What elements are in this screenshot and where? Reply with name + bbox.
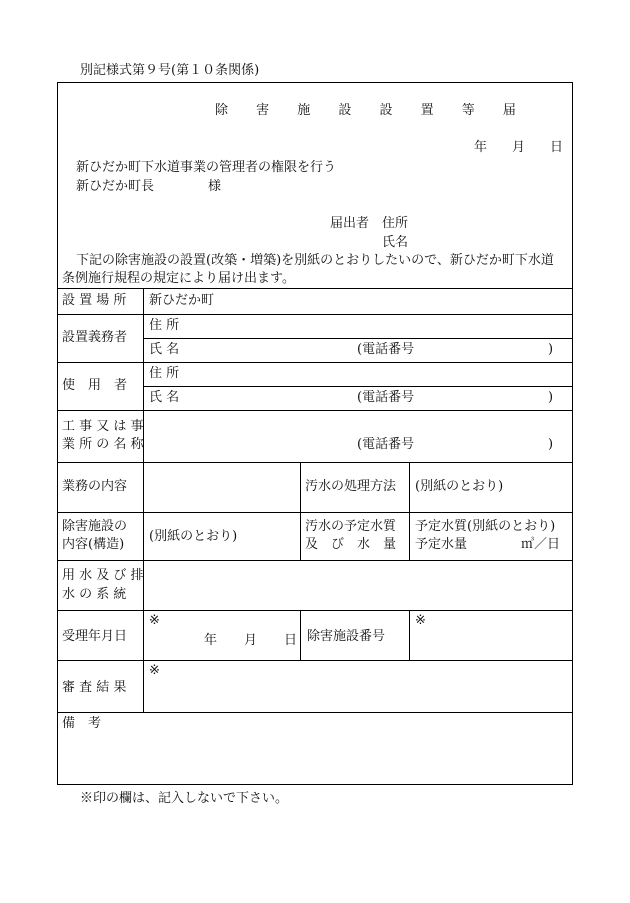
row-line [143,338,573,339]
addressee-line2: 新ひだか町長 [76,179,155,194]
water-system-label-2: 水 の 系 統 [62,587,127,602]
addressee-line1: 新ひだか町下水道事業の管理者の権限を行う [76,160,337,175]
form-number: 別記様式第９号(第１０条関係) [80,63,260,78]
quality-label-1: 汚水の予定水質 [305,519,397,534]
user-phone-label: (電話番号 [357,390,415,405]
row-line [57,462,573,463]
row-line [57,560,573,561]
date-year: 年 [474,140,488,155]
business-phone-close: ) [548,437,554,452]
facility-label-1: 除害施設の [62,519,128,534]
business-content-label: 業務の内容 [62,479,128,494]
col-line [409,462,410,560]
user-name-label: 氏 名 [149,390,180,405]
business-name-label-1: 工 事 又 は 事 [62,419,144,434]
location-value: 新ひだか町 [149,293,215,308]
treatment-method-label: 汚水の処理方法 [305,479,397,494]
business-name-label-2: 業 所 の 名 称 [62,437,144,452]
review-label: 審 査 結 果 [62,680,127,695]
review-mark: ※ [149,663,160,678]
facility-label-2: 内容(構造) [62,537,125,552]
row-line [57,610,573,611]
receipt-label: 受理年月日 [62,629,128,644]
notifier-label: 届出者 [330,216,370,231]
receipt-mark: ※ [149,613,160,628]
quality-value-2: 予定水量 [415,537,468,552]
obligor-label: 設置義務者 [62,330,128,345]
row-line [57,512,573,513]
user-address-label: 住 所 [149,366,180,381]
row-line [57,288,573,289]
footer-note: ※印の欄は、記入しないで下さい。 [80,791,289,806]
date-month: 月 [512,140,526,155]
row-line [143,386,573,387]
quality-value-1: 予定水質(別紙のとおり) [415,519,556,534]
row-line [57,712,573,713]
user-phone-close: ) [548,390,554,405]
facility-number-label: 除害施設番号 [307,629,386,644]
notifier-address-label: 住所 [382,216,409,231]
obligor-phone-close: ) [548,342,554,357]
receipt-day: 日 [284,633,298,648]
business-phone-label: (電話番号 [357,437,415,452]
statement-line1: 下記の除害施設の設置(改築・増築)を別紙のとおりしたいので、新ひだか町下水道 [76,253,554,268]
statement-line2: 条例施行規程の規定により届け出ます。 [62,271,295,286]
obligor-name-label: 氏 名 [149,342,180,357]
col-line [300,462,301,560]
row-line [57,410,573,411]
facility-value: (別紙のとおり) [149,529,238,544]
row-line [57,314,573,315]
obligor-address-label: 住 所 [149,318,180,333]
quality-unit: ㎥／日 [521,537,561,552]
remarks-label: 備 考 [62,716,102,731]
row-line [57,660,573,661]
col-line [300,610,301,660]
receipt-month: 月 [244,633,258,648]
quality-label-2: 及 び 水 量 [305,537,397,552]
row-line [57,362,573,363]
notifier-name-label: 氏名 [382,235,409,250]
location-label: 設 置 場 所 [62,293,127,308]
receipt-year: 年 [204,633,218,648]
obligor-phone-label: (電話番号 [357,342,415,357]
col-line [143,288,144,712]
user-label: 使 用 者 [62,378,128,393]
form-title: 除 害 施 設 設 置 等 届 [215,103,528,118]
treatment-method-value: (別紙のとおり) [415,479,504,494]
date-day: 日 [550,140,564,155]
addressee-sama: 様 [208,179,222,194]
water-system-label-1: 用 水 及 び 排 [62,568,144,583]
facility-number-mark: ※ [415,613,426,628]
col-line [409,610,410,660]
